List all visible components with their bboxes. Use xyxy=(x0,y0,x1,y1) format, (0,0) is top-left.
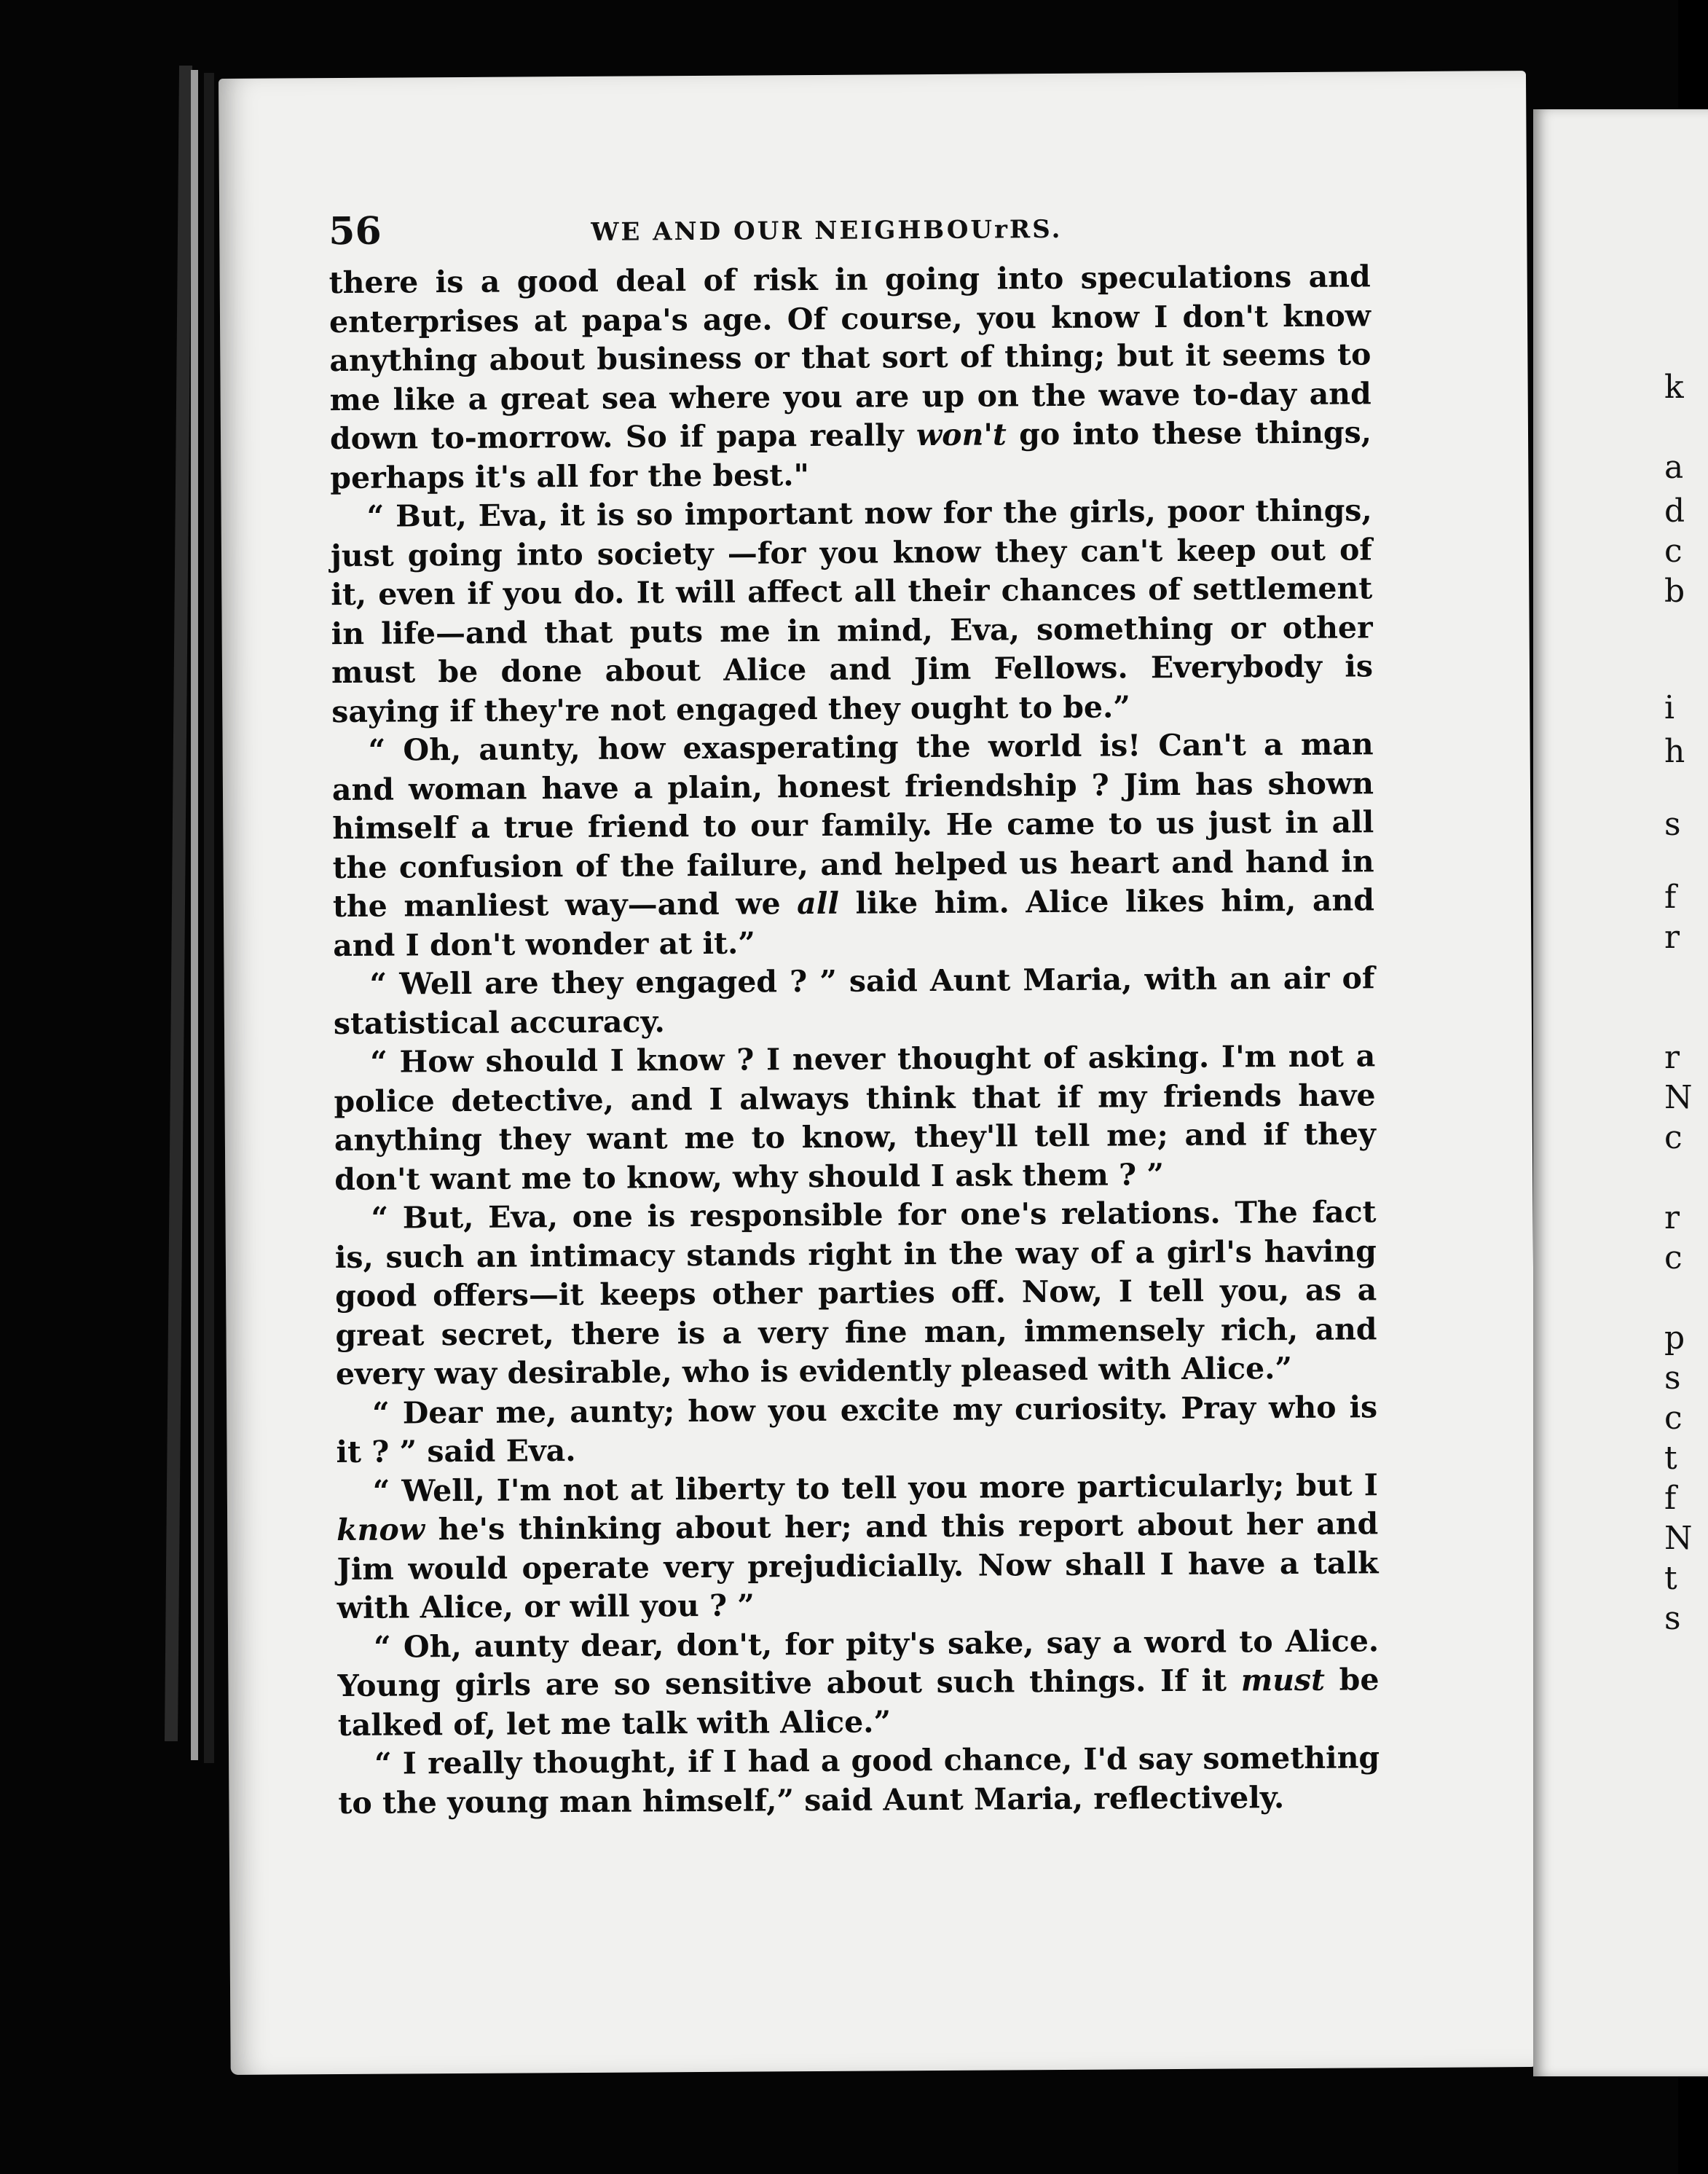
page-header xyxy=(328,202,1567,260)
paragraph: there is a good deal of risk in going into speculations and enterprises at papa's age. Of course, you know I don't know anything about business or that sort of thing; but it seems to me like a great sea where you are up on the wave to-day and down to-morrow. So if papa really won't go into these things, perhaps it's all for the best." xyxy=(328,259,1372,495)
paragraph: “ Oh, aunty dear, don't, for pity's sake, say a word to Alice. Young girls are so sensitive about such things. If it must be talked of, let me talk with Alice.” xyxy=(337,1622,1380,1743)
emphasis: all xyxy=(797,885,840,922)
right-page-letter: s xyxy=(1664,1359,1681,1397)
book-edge-light xyxy=(191,70,198,1760)
paragraph: “ Well, I'm not at liberty to tell you more particularly; but I know he's thinking about her; and this report about her and Jim would operate very prejudicially. Now shall I have a talk with Alice, or will you ? ” xyxy=(337,1467,1379,1626)
right-page-letter: b xyxy=(1664,573,1685,610)
paragraph: “ Well are they engaged ? ” said Aunt Maria, with an air of statistical accuracy. xyxy=(333,960,1375,1041)
paragraph: “ But, Eva, it is so important now for the girls, poor things, just going into society —for you know they can't keep out of it, even if you do. It will affect all their chances of settlement in life—and that puts me in mind, Eva, something or other must be done about Alice and Jim Fellows. Everybody is saying if they're not engaged they ought to be.” xyxy=(330,493,1374,729)
right-page-letter: N xyxy=(1664,1520,1693,1557)
right-page-letter: c xyxy=(1664,1239,1683,1276)
emphasis: won't xyxy=(916,417,1007,453)
right-page-letter: s xyxy=(1664,806,1681,843)
right-page-fragment xyxy=(1533,109,1708,2076)
right-page-letter: f xyxy=(1664,1480,1677,1517)
right-page-letter: i xyxy=(1664,689,1675,726)
right-page-letter: d xyxy=(1664,493,1685,530)
left-page xyxy=(219,71,1538,2075)
right-page-letter: r xyxy=(1664,1199,1680,1236)
right-page-letter: f xyxy=(1664,879,1677,916)
right-page-letter: r xyxy=(1664,919,1680,956)
emphasis: must xyxy=(1240,1662,1326,1698)
right-page-letter: k xyxy=(1664,369,1684,406)
paragraph: “ Oh, aunty, how exasperating the world is! Can't a man and woman have a plain, honest friendship ? Jim has shown himself a true friend to our family. He came to us just in all the confusion of the failure, and helped us heart and hand in the manliest way—and we all like him. Alice likes him, and and I don't wonder at it.” xyxy=(331,726,1375,963)
book-edge-shadow xyxy=(204,73,214,1763)
right-page-letter: t xyxy=(1664,1440,1677,1477)
right-page-letter: N xyxy=(1664,1079,1693,1116)
right-page-letter: c xyxy=(1664,533,1683,570)
paragraph: “ How should I know ? I never thought of asking. I'm not a police detective, and I always think that if my friends have anything they want me to know, they'll tell me; and if they don't want me to know, why should I ask them ? ” xyxy=(334,1038,1377,1197)
right-page-letter: h xyxy=(1664,733,1685,770)
right-page-letter: s xyxy=(1664,1600,1681,1637)
right-page-letter: r xyxy=(1664,1039,1680,1076)
right-page-letter: c xyxy=(1664,1400,1683,1437)
running-title: WE AND OUR NEIGHBOUrRS. xyxy=(591,214,1063,247)
paragraph: “ Dear me, aunty; how you excite my curiosity. Pray who is it ? ” said Eva. xyxy=(336,1389,1378,1470)
page-number: 56 xyxy=(328,208,382,254)
emphasis: know xyxy=(337,1512,425,1548)
paragraph: “ I really thought, if I had a good chance, I'd say something to the young man himself,” said Aunt Maria, reflectively. xyxy=(338,1740,1380,1821)
right-page-letter: c xyxy=(1664,1119,1683,1156)
right-page-letter: a xyxy=(1664,449,1684,486)
book-edge-dark xyxy=(165,66,192,1741)
right-page-letter: p xyxy=(1664,1319,1685,1357)
body-text xyxy=(329,257,1380,1823)
paragraph: “ But, Eva, one is responsible for one's relations. The fact is, such an intimacy stands right in the way of a girl's having good offers—it keeps other parties off. Now, I tell you, as a great secret, there is a very fine man, immensely rich, and every way desirable, who is evidently pleased with Alice.” xyxy=(334,1194,1377,1392)
right-page-letter: t xyxy=(1664,1560,1677,1597)
